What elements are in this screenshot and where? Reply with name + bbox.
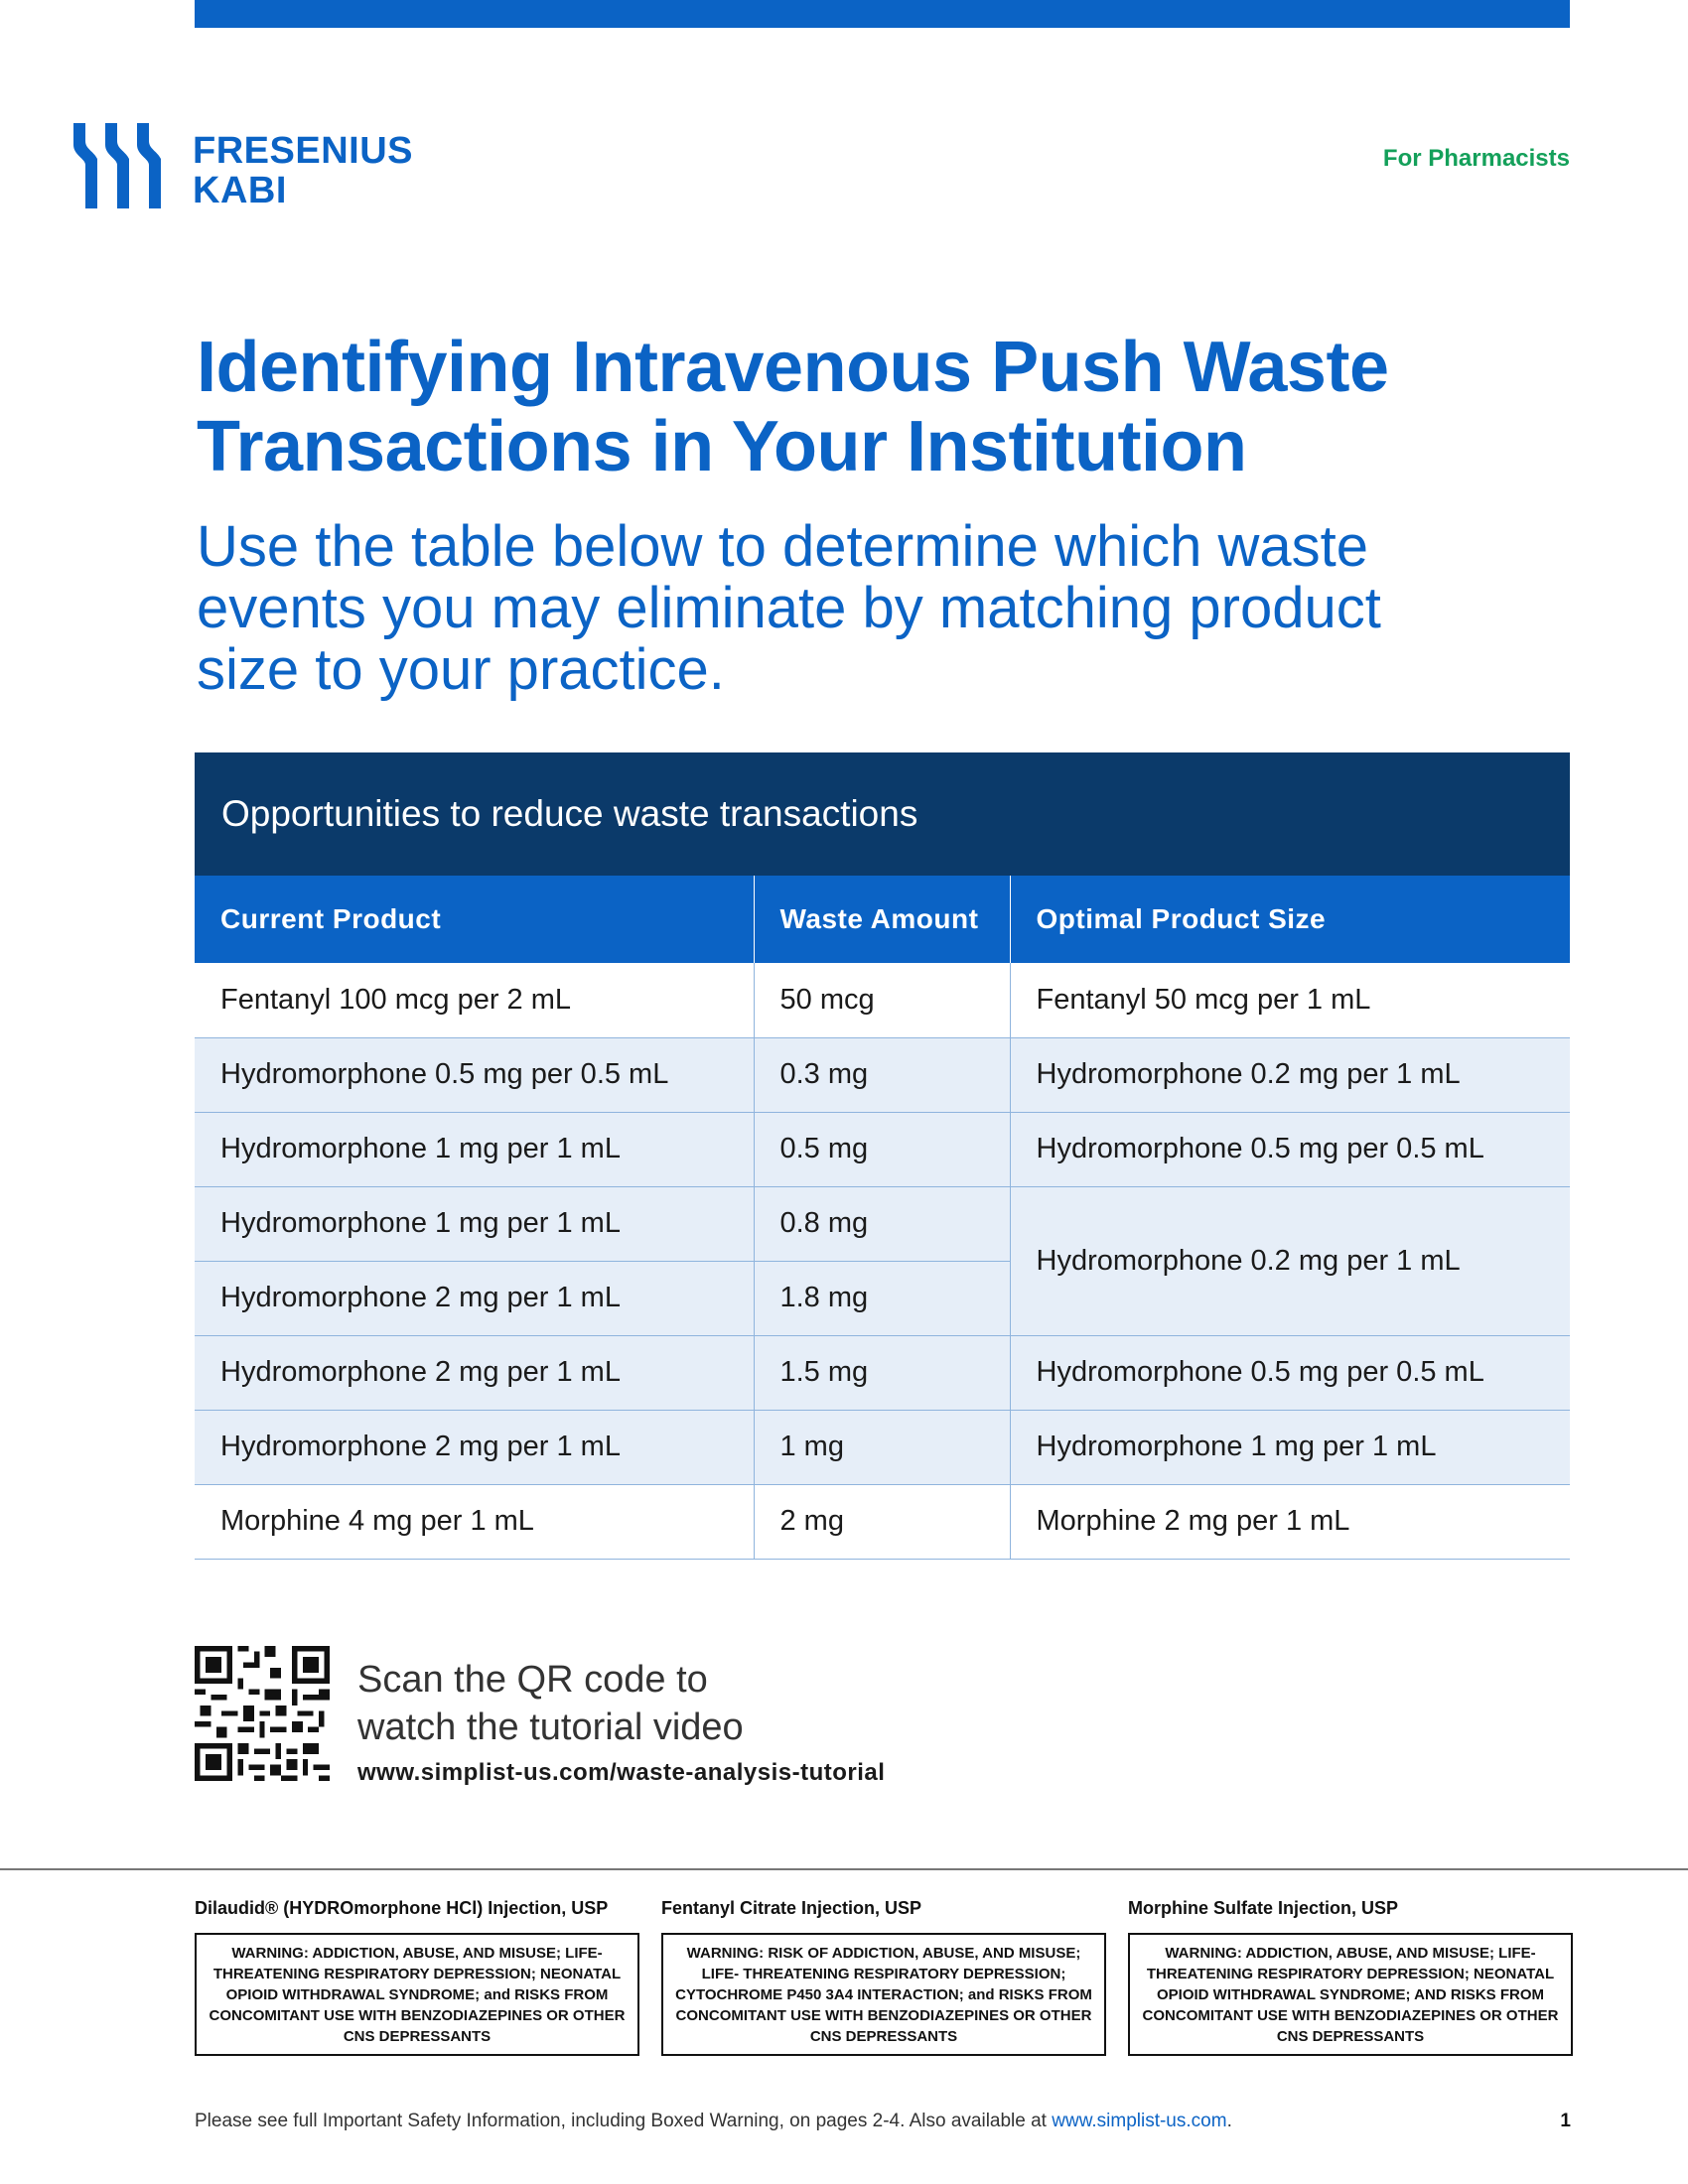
warning-morphine: [1128, 1898, 1573, 2056]
footer-link[interactable]: www.simplist-us.com: [1052, 2111, 1227, 2131]
cell-current-product: Hydromorphone 2 mg per 1 mL: [195, 1335, 754, 1410]
cell-current-product: Morphine 4 mg per 1 mL: [195, 1484, 754, 1559]
cell-current-product: Hydromorphone 1 mg per 1 mL: [195, 1186, 754, 1261]
cell-current-product: Hydromorphone 2 mg per 1 mL: [195, 1410, 754, 1484]
cell-waste-amount: 50 mcg: [754, 963, 1010, 1037]
qr-code-icon[interactable]: [195, 1646, 330, 1781]
header-optimal-size: Optimal Product Size: [1010, 876, 1570, 963]
table-row: [195, 1186, 1570, 1261]
cell-waste-amount: 1 mg: [754, 1410, 1010, 1484]
qr-instructions: [357, 1656, 744, 1751]
table-header-row: [195, 876, 1570, 963]
cell-waste-amount: 0.3 mg: [754, 1037, 1010, 1112]
warning-title: Fentanyl Citrate Injection, USP: [661, 1898, 922, 1918]
qr-line-1: Scan the QR code to: [357, 1659, 708, 1701]
table-caption: Opportunities to reduce waste transactions: [195, 752, 1570, 876]
boxed-warning: WARNING: RISK OF ADDICTION, ABUSE, AND MISUSE; LIFE- THREATENING RESPIRATORY DEPRESSION; CYTOCHROME P450 3A4 INTERACTION; and RISKS FROM CONCOMITANT USE WITH BENZODIAZEPINES OR OTHER CNS DEPRESSANTS: [661, 1933, 1106, 2056]
warning-title: Morphine Sulfate Injection, USP: [1128, 1898, 1399, 1918]
cell-optimal-size: Hydromorphone 0.5 mg per 0.5 mL: [1010, 1112, 1570, 1186]
warning-title: Dilaudid® (HYDROmorphone HCl) Injection, USP: [195, 1898, 609, 1918]
cell-waste-amount: 2 mg: [754, 1484, 1010, 1559]
section-divider: [0, 1868, 1688, 1870]
table-row: [195, 1410, 1570, 1484]
header-waste-amount: Waste Amount: [754, 876, 1010, 963]
cell-waste-amount: 0.5 mg: [754, 1112, 1010, 1186]
warning-fentanyl: [661, 1898, 1106, 2056]
footer-text: Please see full Important Safety Information, including Boxed Warning, on pages 2-4. Also available at: [195, 2111, 1047, 2131]
cell-waste-amount: 0.8 mg: [754, 1186, 1010, 1261]
table-row: [195, 1112, 1570, 1186]
boxed-warning: WARNING: ADDICTION, ABUSE, AND MISUSE; LIFE-THREATENING RESPIRATORY DEPRESSION; NEONATAL OPIOID WITHDRAWAL SYNDROME; and RISKS FROM CONCOMITANT USE WITH BENZODIAZEPINES OR OTHER CNS DEPRESSANTS: [195, 1933, 639, 2056]
page-subtitle: Use the table below to determine which waste events you may eliminate by matching product size to your practice.: [197, 514, 1381, 702]
cell-current-product: Hydromorphone 2 mg per 1 mL: [195, 1261, 754, 1335]
page-number: 1: [1560, 2111, 1571, 2131]
cell-current-product: Fentanyl 100 mcg per 2 mL: [195, 963, 754, 1037]
table-row: [195, 1037, 1570, 1112]
waste-table: [195, 752, 1570, 1560]
cell-waste-amount: 1.8 mg: [754, 1261, 1010, 1335]
cell-current-product: Hydromorphone 1 mg per 1 mL: [195, 1112, 754, 1186]
table-row: [195, 963, 1570, 1037]
fresenius-kabi-logo: [71, 119, 429, 213]
cell-current-product: Hydromorphone 0.5 mg per 0.5 mL: [195, 1037, 754, 1112]
header-current-product: Current Product: [195, 876, 754, 963]
audience-label: For Pharmacists: [1382, 145, 1570, 172]
brand-line-1: FRESENIUS: [193, 130, 413, 172]
top-accent-bar: [195, 0, 1570, 28]
cell-optimal-size: Fentanyl 50 mcg per 1 mL: [1010, 963, 1570, 1037]
waste-data-table: [195, 876, 1570, 1560]
cell-optimal-size: Hydromorphone 1 mg per 1 mL: [1010, 1410, 1570, 1484]
cell-optimal-size: Hydromorphone 0.2 mg per 1 mL: [1010, 1037, 1570, 1112]
table-row: [195, 1484, 1570, 1559]
footer-note: [195, 2111, 1232, 2132]
cell-waste-amount: 1.5 mg: [754, 1335, 1010, 1410]
brand-line-2: KABI: [193, 170, 287, 211]
boxed-warning: WARNING: ADDICTION, ABUSE, AND MISUSE; LIFE-THREATENING RESPIRATORY DEPRESSION; NEONATAL OPIOID WITHDRAWAL SYNDROME; AND RISKS FROM CONCOMITANT USE WITH BENZODIAZEPINES OR OTHER CNS DEPRESSANTS: [1128, 1933, 1573, 2056]
page-title: Identifying Intravenous Push Waste Transactions in Your Institution: [197, 328, 1389, 486]
footer-end: .: [1226, 2111, 1232, 2131]
qr-line-2: watch the tutorial video: [357, 1706, 744, 1748]
fresenius-kabi-logo-icon: [71, 119, 181, 213]
brand-name: [193, 131, 413, 210]
cell-optimal-size: Morphine 2 mg per 1 mL: [1010, 1484, 1570, 1559]
tutorial-link[interactable]: www.simplist-us.com/waste-analysis-tutorial: [357, 1759, 886, 1786]
warning-hydromorphone: [195, 1898, 639, 2056]
cell-optimal-size: Hydromorphone 0.5 mg per 0.5 mL: [1010, 1335, 1570, 1410]
cell-optimal-size: Hydromorphone 0.2 mg per 1 mL: [1010, 1186, 1570, 1335]
table-row: [195, 1335, 1570, 1410]
